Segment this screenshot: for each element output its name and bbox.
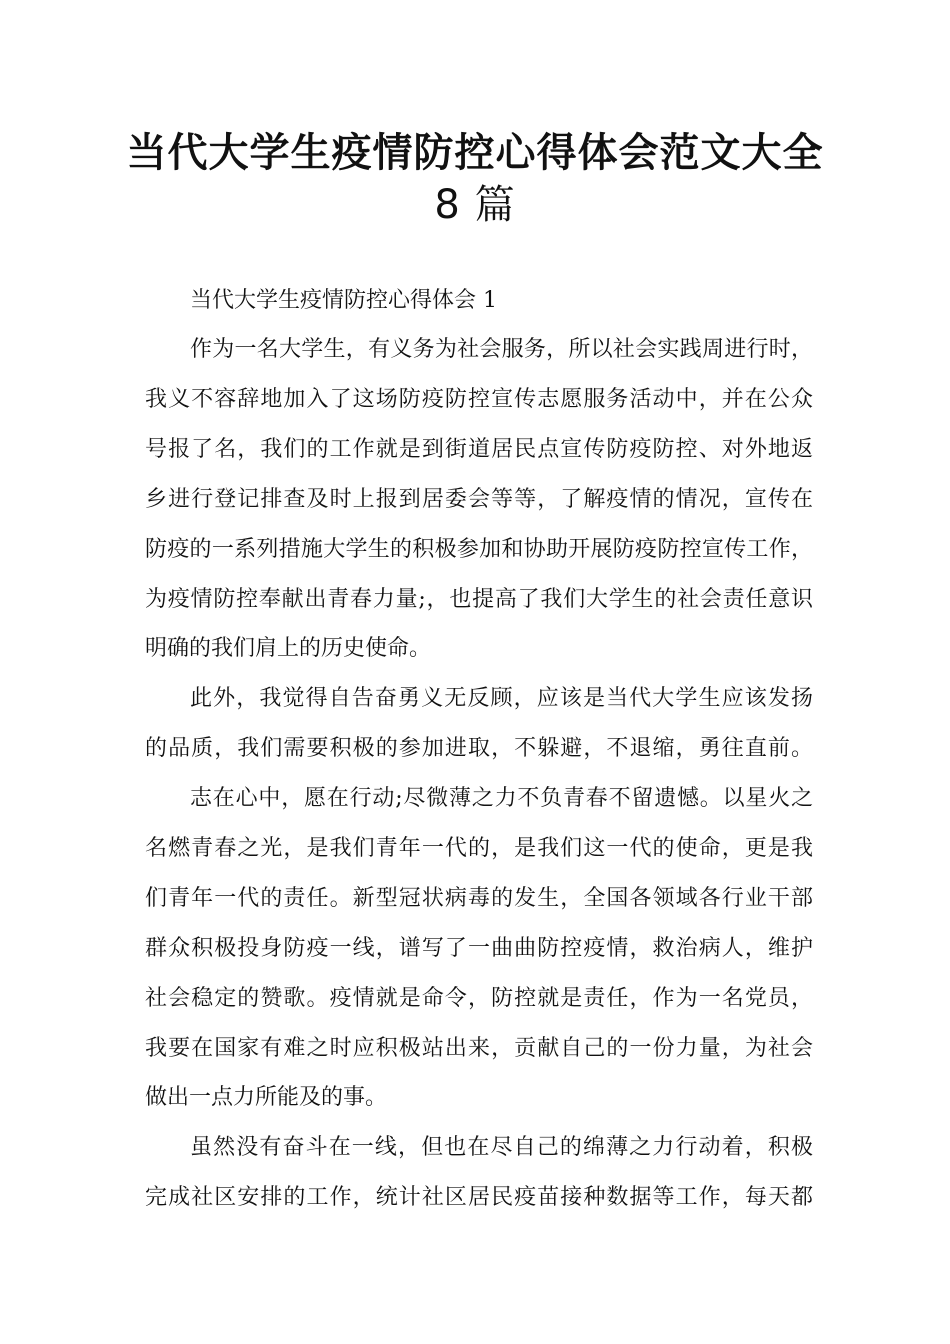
text-line: 们青年一代的责任。新型冠状病毒的发生，全国各领域各行业干部 [145, 886, 813, 911]
document-title-continued: 8 篇 [434, 182, 516, 228]
text-line: 作为一名大学生，有义务为社会服务，所以社会实践周进行时， [190, 337, 813, 362]
text-line: 此外，我觉得自告奋勇义无反顾，应该是当代大学生应该发扬 [190, 686, 813, 711]
text-line: 我要在国家有难之时应积极站出来，贡献自己的一份力量，为社会 [145, 1036, 813, 1061]
text-line: 明确的我们肩上的历史使命。 [145, 636, 432, 661]
text-line: 志在心中，愿在行动;尽微薄之力不负青春不留遗憾。以星火之 [190, 786, 813, 811]
text-line: 为疫情防控奉献出青春力量;，也提高了我们大学生的社会责任意识 [145, 587, 813, 612]
text-line: 社会稳定的赞歌。疫情就是命令，防控就是责任，作为一名党员， [145, 986, 813, 1011]
text-line: 完成社区安排的工作，统计社区居民疫苗接种数据等工作，每天都 [145, 1185, 813, 1210]
text-line: 的品质，我们需要积极的参加进取，不躲避，不退缩，勇往直前。 [145, 736, 813, 761]
document-title: 当代大学生疫情防控心得体会范文大全 [126, 130, 824, 176]
text-line: 我义不容辞地加入了这场防疫防控宣传志愿服务活动中，并在公众 [145, 387, 813, 412]
text-line: 群众积极投身防疫一线，谱写了一曲曲防控疫情，救治病人，维护 [145, 936, 813, 961]
text-line: 名燃青春之光，是我们青年一代的，是我们这一代的使命，更是我 [145, 836, 813, 861]
text-line: 虽然没有奋斗在一线，但也在尽自己的绵薄之力行动着，积极 [190, 1135, 813, 1160]
text-line: 号报了名，我们的工作就是到街道居民点宣传防疫防控、对外地返 [145, 437, 813, 462]
text-line: 做出一点力所能及的事。 [145, 1085, 388, 1110]
text-line: 乡进行登记排查及时上报到居委会等等，了解疫情的情况，宣传在 [145, 487, 813, 512]
text-line: 防疫的一系列措施大学生的积极参加和协助开展防疫防控宣传工作， [145, 537, 813, 562]
section-heading: 当代大学生疫情防控心得体会 1 [190, 288, 497, 313]
